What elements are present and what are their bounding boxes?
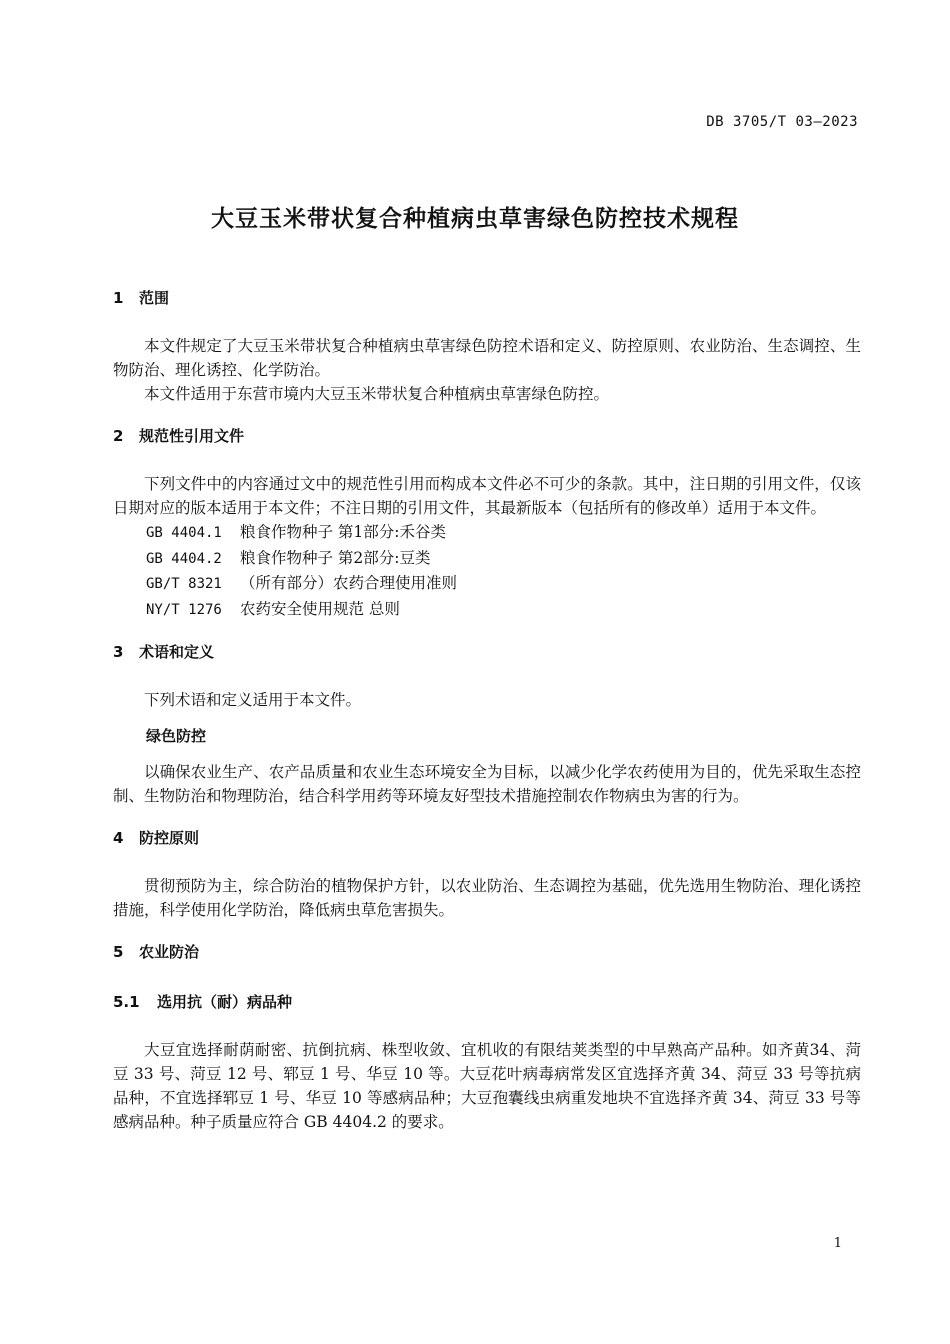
reference-item bbox=[113, 571, 861, 597]
reference-code: GB 4404.1 bbox=[146, 525, 222, 541]
document-code: DB 3705/T 03—2023 bbox=[706, 114, 858, 130]
subsection-title: 选用抗（耐）病品种 bbox=[157, 993, 293, 1011]
section-title: 范围 bbox=[139, 289, 170, 307]
section-number: 2 bbox=[113, 427, 124, 445]
subsection-number: 5.1 bbox=[113, 993, 140, 1011]
section-heading-normative-references bbox=[113, 422, 861, 450]
reference-code: NY/T 1276 bbox=[146, 601, 222, 618]
references-intro-paragraph: 下列文件中的内容通过文中的规范性引用而构成本文件必不可少的条款。其中，注日期的引用文件，仅该日期对应的版本适用于本文件；不注日期的引用文件，其最新版本（包括所有的修改单）适用于本文件。 bbox=[113, 475, 861, 517]
reference-name: 农药安全使用规范 总则 bbox=[240, 599, 400, 618]
reference-name: 粮食作物种子 第2部分:豆类 bbox=[240, 548, 431, 567]
scope-paragraph-2: 本文件适用于东营市境内大豆玉米带状复合种植病虫草害绿色防控。 bbox=[144, 385, 610, 403]
section-heading-principles bbox=[113, 824, 861, 852]
reference-item bbox=[113, 520, 861, 546]
section-number: 5 bbox=[113, 943, 124, 961]
term-definition: 以确保农业生产、农产品质量和农业生态环境安全为目标，以减少化学农药使用为目的，优先采取生态控制、生物防治和物理防治，结合科学用药等环境友好型技术措施控制农作物病虫为害的行为。 bbox=[113, 763, 861, 805]
section-heading-agricultural-control bbox=[113, 938, 861, 966]
reference-item bbox=[113, 597, 861, 623]
resistant-varieties-paragraph: 大豆宜选择耐荫耐密、抗倒抗病、株型收敛、宜机收的有限结荚类型的中早熟高产品种。如齐黄34、菏豆 33 号、菏豆 12 号、郓豆 1 号、华豆 10 等。大豆花叶病毒病常发区宜选择齐黄 34、菏豆 33 号等抗病品种，不宜选择郓豆 1 号、华豆 10 等感病品种；大豆孢囊线虫病重发地块不宜选择齐黄 34、菏豆 33 号等感病品种。种子质量应符合 GB 4404.2 的要求。 bbox=[113, 1041, 861, 1131]
reference-item bbox=[113, 546, 861, 572]
term-green-control: 绿色防控 bbox=[146, 727, 207, 745]
document-body bbox=[113, 284, 861, 1134]
document-title: 大豆玉米带状复合种植病虫草害绿色防控技术规程 bbox=[211, 206, 739, 232]
reference-code: GB/T 8321 bbox=[146, 576, 222, 592]
section-title: 防控原则 bbox=[139, 829, 200, 847]
section-title: 术语和定义 bbox=[139, 643, 215, 661]
reference-name: 粮食作物种子 第1部分:禾谷类 bbox=[240, 523, 447, 541]
principles-paragraph: 贯彻预防为主，综合防治的植物保护方针，以农业防治、生态调控为基础，优先选用生物防治、理化诱控措施，科学使用化学防治，降低病虫草危害损失。 bbox=[113, 877, 861, 919]
section-title: 农业防治 bbox=[139, 943, 200, 961]
reference-code: GB 4404.2 bbox=[146, 550, 222, 567]
page-number: 1 bbox=[833, 1236, 842, 1251]
subsection-heading-resistant-varieties bbox=[113, 988, 861, 1016]
section-title: 规范性引用文件 bbox=[139, 427, 245, 445]
section-number: 1 bbox=[113, 289, 124, 307]
section-heading-scope bbox=[113, 284, 861, 312]
section-number: 3 bbox=[113, 643, 124, 661]
scope-paragraph-1: 本文件规定了大豆玉米带状复合种植病虫草害绿色防控术语和定义、防控原则、农业防治、生态调控、生物防治、理化诱控、化学防治。 bbox=[113, 337, 861, 379]
section-number: 4 bbox=[113, 829, 124, 847]
section-heading-terms bbox=[113, 638, 861, 666]
terms-intro-paragraph: 下列术语和定义适用于本文件。 bbox=[144, 691, 362, 709]
reference-name: （所有部分）农药合理使用准则 bbox=[240, 574, 458, 592]
